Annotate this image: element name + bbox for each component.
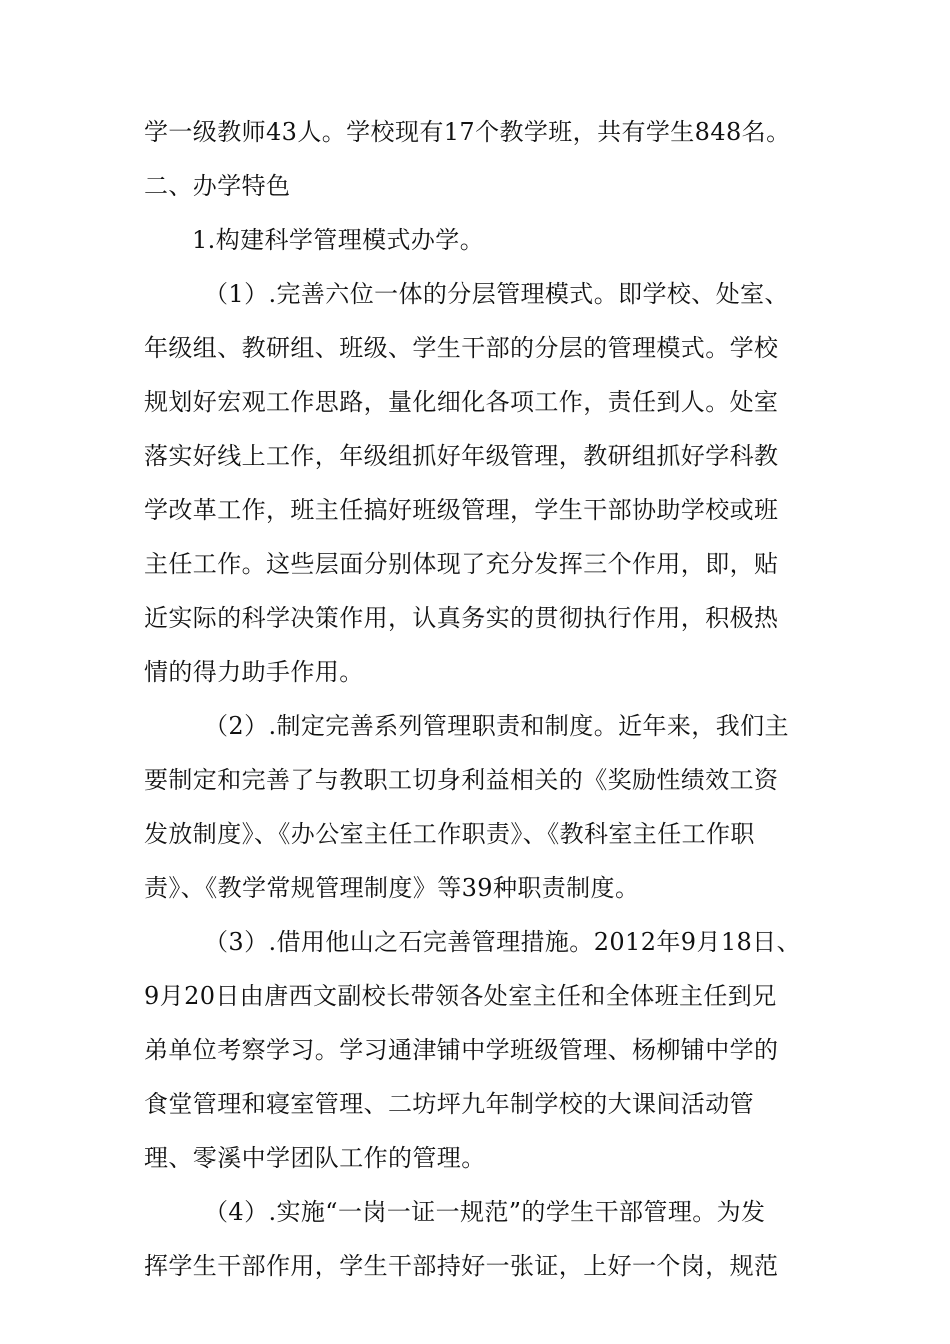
paragraph-first-line: （2）.制定完善系列管理职责和制度。近年来，我们主 xyxy=(204,712,789,740)
text-line: 要制定和完善了与教职工切身利益相关的《奖励性绩效工资 xyxy=(144,766,779,794)
text-line: 责》、《教学常规管理制度》等39种职责制度。 xyxy=(144,874,640,902)
paragraph-first-line: （1）.完善六位一体的分层管理模式。即学校、处室、 xyxy=(204,280,789,308)
text-line: 食堂管理和寝室管理、二坊坪九年制学校的大课间活动管 xyxy=(144,1090,754,1118)
subsection-heading: 1.构建科学管理模式办学。 xyxy=(192,226,485,254)
text-line: 主任工作。这些层面分别体现了充分发挥三个作用，即，贴 xyxy=(144,550,779,578)
text-line: 落实好线上工作，年级组抓好年级管理，教研组抓好学科教 xyxy=(144,442,779,470)
text-line: 规划好宏观工作思路，量化细化各项工作，责任到人。处室 xyxy=(144,388,779,416)
section-heading: 二、办学特色 xyxy=(144,172,291,200)
text-line: 近实际的科学决策作用，认真务实的贯彻执行作用，积极热 xyxy=(144,604,779,632)
text-line: 弟单位考察学习。学习通津铺中学班级管理、杨柳铺中学的 xyxy=(144,1036,779,1064)
text-line: 学一级教师43人。学校现有17个教学班，共有学生848名。 xyxy=(144,118,791,146)
paragraph-first-line: （3）.借用他山之石完善管理措施。2012年9月18日、 xyxy=(204,928,801,956)
text-line: 学改革工作，班主任搞好班级管理，学生干部协助学校或班 xyxy=(144,496,779,524)
text-line: 情的得力助手作用。 xyxy=(144,658,364,686)
text-line: 发放制度》、《办公室主任工作职责》、《教科室主任工作职 xyxy=(144,820,755,848)
text-line: 挥学生干部作用，学生干部持好一张证，上好一个岗，规范 xyxy=(144,1252,779,1280)
text-line: 9月20日由唐西文副校长带领各处室主任和全体班主任到兄 xyxy=(144,982,777,1010)
paragraph-first-line: （4）.实施“一岗一证一规范”的学生干部管理。为发 xyxy=(204,1198,766,1226)
text-line: 年级组、教研组、班级、学生干部的分层的管理模式。学校 xyxy=(144,334,779,362)
text-line: 理、零溪中学团队工作的管理。 xyxy=(144,1144,486,1172)
